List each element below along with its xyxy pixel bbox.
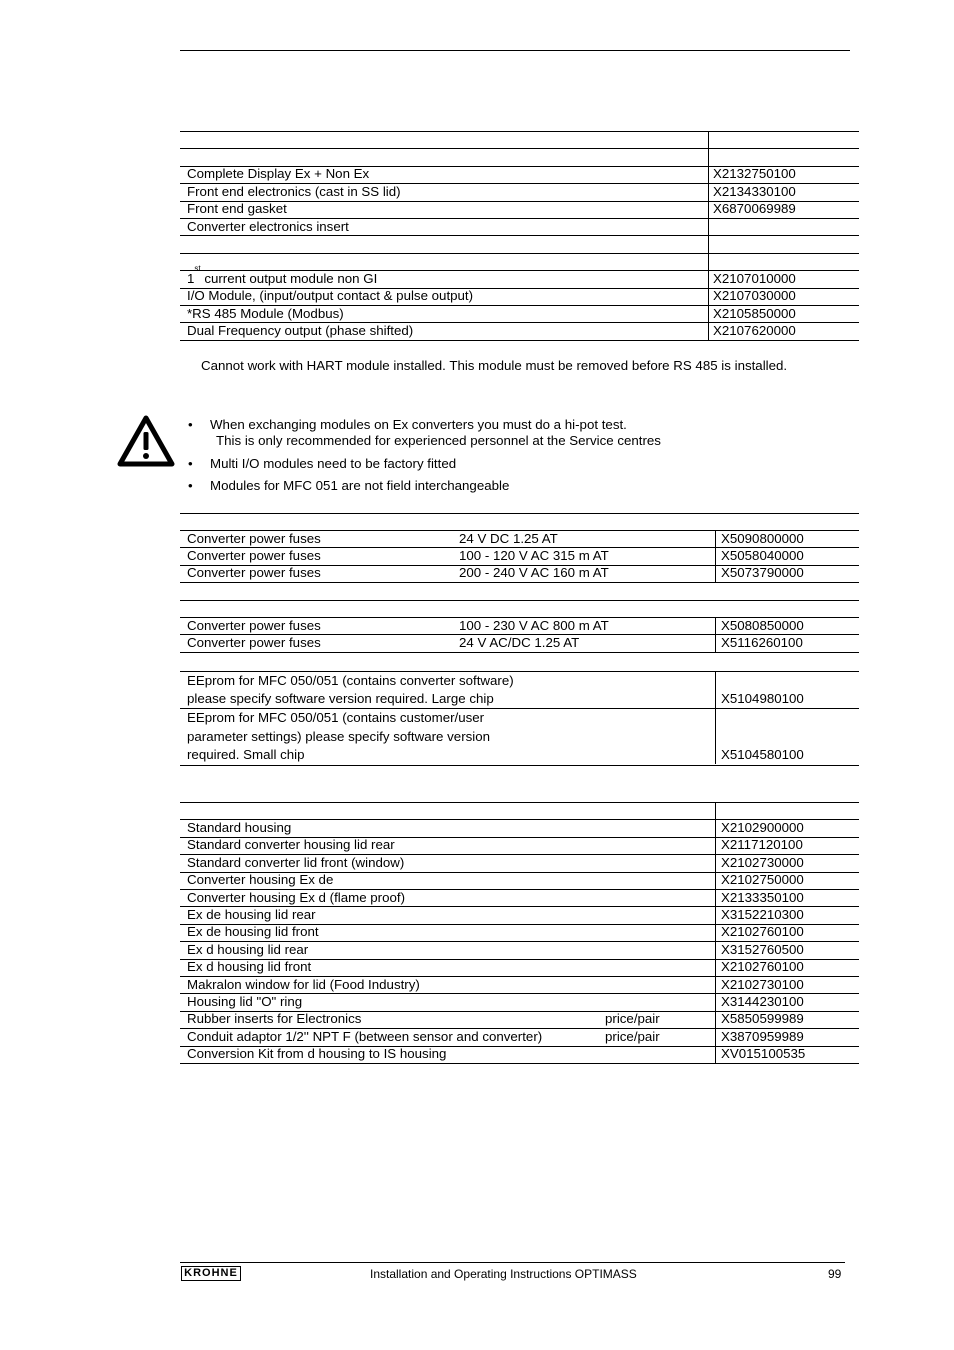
table-cell-code: X2102730000 <box>721 854 804 870</box>
table-cell-code: X5104580100 <box>721 747 804 763</box>
bullet-icon: • <box>188 456 193 471</box>
table-cell-desc: Ex de housing lid rear <box>187 906 316 922</box>
table-cell-desc: Conduit adaptor 1/2'' NPT F (between sensor and converter) <box>187 1028 543 1044</box>
table-cell-code: X5058040000 <box>721 547 804 563</box>
column-divider <box>715 530 716 582</box>
table-cell-desc <box>187 263 378 287</box>
table-cell-note: price/pair <box>605 1011 660 1027</box>
table-rule <box>180 253 859 254</box>
table-cell-code: X2105850000 <box>713 305 796 321</box>
table-cell-desc: Makralon window for lid (Food Industry) <box>187 976 420 992</box>
table-cell-desc: I/O Module, (input/output contact & pulse output) <box>187 288 474 304</box>
table-cell-spec: 24 V AC/DC 1.25 AT <box>459 634 580 650</box>
table-cell-desc: Converter power fuses <box>187 634 321 650</box>
desc-text: current output module non GI <box>200 270 378 286</box>
table-cell-code: X5850599989 <box>721 1011 804 1027</box>
table-cell-desc: required. Small chip <box>187 747 305 763</box>
table-rule <box>180 802 859 803</box>
bullet-text-line2: This is only recommended for experienced personnel at the Service centres <box>216 433 661 448</box>
bullet-text: When exchanging modules on Ex converters you must do a hi-pot test. <box>210 417 627 432</box>
table-cell-spec: 200 - 240 V AC 160 m AT <box>459 565 609 581</box>
column-divider <box>715 802 716 1063</box>
table-cell-desc: Rubber inserts for Electronics <box>187 1011 362 1027</box>
table-cell-code: X2107620000 <box>713 322 796 338</box>
table-cell-desc: Converter power fuses <box>187 617 321 633</box>
desc-superscript: st <box>194 263 201 273</box>
table-rule <box>180 600 859 601</box>
table-cell-code: X5080850000 <box>721 617 804 633</box>
table-cell-code: X6870069989 <box>713 201 796 217</box>
table-cell-desc: Conversion Kit from d housing to IS housing <box>187 1046 447 1062</box>
table-cell-desc: Standard converter lid front (window) <box>187 854 405 870</box>
table-cell-spec: 100 - 230 V AC 800 m AT <box>459 617 609 633</box>
footer-rule <box>180 1262 845 1263</box>
table-cell-code: X5104980100 <box>721 691 804 707</box>
table-cell-desc: Converter power fuses <box>187 565 321 581</box>
desc-prefix: 1 <box>187 270 195 286</box>
bullet-text: Modules for MFC 051 are not field interchangeable <box>210 478 510 493</box>
bullet-icon: • <box>188 478 193 493</box>
table-cell-desc: parameter settings) please specify software version <box>187 728 491 744</box>
table-cell-code: X5073790000 <box>721 565 804 581</box>
table-cell-desc: EEprom for MFC 050/051 (contains customer/user <box>187 709 485 725</box>
table-cell-desc: Front end electronics (cast in SS lid) <box>187 183 401 199</box>
table-cell-desc: Housing lid "O" ring <box>187 993 303 1009</box>
table-cell-desc: Standard converter housing lid rear <box>187 837 395 853</box>
column-divider <box>715 617 716 652</box>
table-rule <box>180 148 859 149</box>
table-rule <box>180 340 859 341</box>
table-cell-desc: Ex d housing lid rear <box>187 941 309 957</box>
table-cell-code: X5116260100 <box>721 634 803 650</box>
table-cell-note: price/pair <box>605 1028 660 1044</box>
table-cell-code: X2102760100 <box>721 924 804 940</box>
krohne-logo: KROHNE <box>181 1266 241 1281</box>
table-cell-code: XV015100535 <box>721 1046 806 1062</box>
table-rule <box>180 765 859 766</box>
column-divider <box>715 671 716 708</box>
table-cell-desc: please specify software version required. Large chip <box>187 691 494 707</box>
table-cell-desc: Converter electronics insert <box>187 218 349 234</box>
table-cell-code: X2102750000 <box>721 872 804 888</box>
table-rule <box>180 513 859 514</box>
footer-title: Installation and Operating Instructions OPTIMASS <box>370 1267 637 1281</box>
table-cell-desc: Converter housing Ex de <box>187 872 334 888</box>
table-rule <box>180 131 859 132</box>
table-cell-desc: Ex d housing lid front <box>187 959 312 975</box>
table-cell-code: X2102760100 <box>721 959 804 975</box>
table-rule <box>180 652 859 653</box>
table-cell-desc: Ex de housing lid front <box>187 924 319 940</box>
table-cell-code: X2102730100 <box>721 976 804 992</box>
table-cell-desc: Converter power fuses <box>187 547 321 563</box>
bullet-icon: • <box>188 417 193 432</box>
table-cell-desc: Converter power fuses <box>187 530 321 546</box>
table-rule <box>180 1063 859 1064</box>
table-cell-code: X5090800000 <box>721 530 804 546</box>
table-cell-desc: Front end gasket <box>187 201 287 217</box>
table-cell-code: X2102900000 <box>721 819 804 835</box>
column-divider <box>715 708 716 764</box>
bullet-text: Multi I/O modules need to be factory fitted <box>210 456 457 471</box>
table-rule <box>180 235 859 236</box>
header-rule <box>180 50 850 51</box>
table-cell-code: X2117120100 <box>721 837 803 853</box>
table-cell-desc: Complete Display Ex + Non Ex <box>187 166 370 182</box>
table-cell-desc: Standard housing <box>187 819 292 835</box>
table-cell-desc: Converter housing Ex d (flame proof) <box>187 889 406 905</box>
table-cell-code: X2107030000 <box>713 288 796 304</box>
table-cell-spec: 24 V DC 1.25 AT <box>459 530 558 546</box>
table-cell-desc: *RS 485 Module (Modbus) <box>187 305 344 321</box>
table-rule <box>180 582 859 583</box>
table-cell-code: X3144230100 <box>721 993 804 1009</box>
table-cell-desc: Dual Frequency output (phase shifted) <box>187 322 414 338</box>
table-cell-desc: EEprom for MFC 050/051 (contains converter software) <box>187 672 514 688</box>
table-cell-code: X2134330100 <box>713 183 796 199</box>
rs485-note: Cannot work with HART module installed. This module must be removed before RS 485 is installed. <box>201 358 788 373</box>
page-number: 99 <box>828 1267 842 1281</box>
table-cell-code: X2107010000 <box>713 270 796 286</box>
table-cell-code: X2133350100 <box>721 889 804 905</box>
warning-triangle-icon <box>116 414 176 469</box>
column-divider <box>708 131 709 340</box>
table-cell-spec: 100 - 120 V AC 315 m AT <box>459 547 609 563</box>
table-cell-code: X3152210300 <box>721 906 804 922</box>
table-cell-code: X3870959989 <box>721 1028 804 1044</box>
table-cell-code: X2132750100 <box>713 166 796 182</box>
table-cell-code: X3152760500 <box>721 941 804 957</box>
